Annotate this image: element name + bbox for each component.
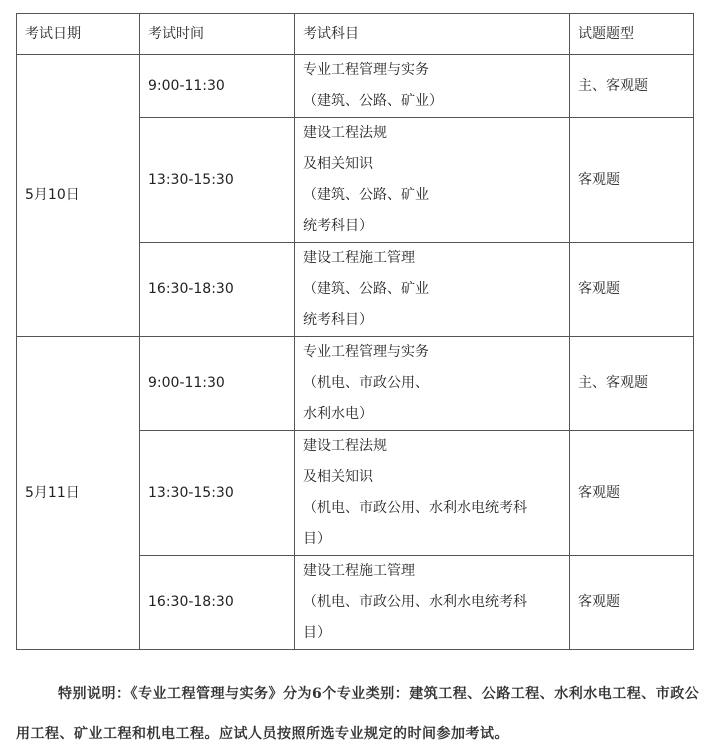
subject-line: 专业工程管理与实务 xyxy=(303,62,429,78)
subject-line: 建设工程施工管理 xyxy=(303,563,415,579)
question-type-cell: 客观题 xyxy=(570,431,694,556)
subject-line: 建设工程施工管理 xyxy=(303,250,415,266)
header-exam-subject: 考试科目 xyxy=(295,14,570,55)
exam-schedule-table xyxy=(16,13,694,650)
exam-date-cell: 5月11日 xyxy=(17,337,140,650)
subject-line: 专业工程管理与实务 xyxy=(303,344,429,360)
subject-line: 建设工程法规 xyxy=(303,438,387,454)
exam-subject-cell xyxy=(295,556,570,650)
table-header-row xyxy=(17,14,694,55)
question-type-cell: 主、客观题 xyxy=(570,55,694,118)
subject-line: 统考科目） xyxy=(303,312,373,328)
subject-line: 水利水电） xyxy=(303,406,373,422)
subject-line: 目） xyxy=(303,531,331,547)
table-row xyxy=(17,337,694,431)
subject-line: 建设工程法规 xyxy=(303,125,387,141)
subject-line: 及相关知识 xyxy=(303,156,373,172)
exam-time-cell: 13:30-15:30 xyxy=(140,431,295,556)
subject-line: （建筑、公路、矿业） xyxy=(303,93,443,109)
header-question-type: 试题题型 xyxy=(570,14,694,55)
subject-line: 统考科目） xyxy=(303,218,373,234)
subject-line: （建筑、公路、矿业 xyxy=(303,281,429,297)
question-type-cell: 主、客观题 xyxy=(570,337,694,431)
subject-line: （机电、市政公用、水利水电统考科 xyxy=(303,500,527,516)
exam-subject-cell xyxy=(295,118,570,243)
exam-subject-cell xyxy=(295,431,570,556)
subject-line: （机电、市政公用、水利水电统考科 xyxy=(303,594,527,610)
subject-line: 目） xyxy=(303,625,331,641)
exam-time-cell: 9:00-11:30 xyxy=(140,55,295,118)
special-note: 特别说明：《专业工程管理与实务》分为6个专业类别：建筑工程、公路工程、水利水电工程、市政公用工程、矿业工程和机电工程。应试人员按照所选专业规定的时间参加考试。 xyxy=(16,686,700,742)
exam-date-cell: 5月10日 xyxy=(17,55,140,337)
header-exam-date: 考试日期 xyxy=(17,14,140,55)
table-row xyxy=(17,55,694,118)
question-type-cell: 客观题 xyxy=(570,556,694,650)
exam-subject-cell xyxy=(295,55,570,118)
subject-line: （建筑、公路、矿业 xyxy=(303,187,429,203)
subject-line: （机电、市政公用、 xyxy=(303,375,429,391)
question-type-cell: 客观题 xyxy=(570,118,694,243)
exam-subject-cell xyxy=(295,337,570,431)
exam-time-cell: 16:30-18:30 xyxy=(140,556,295,650)
exam-time-cell: 13:30-15:30 xyxy=(140,118,295,243)
question-type-cell: 客观题 xyxy=(570,243,694,337)
exam-time-cell: 16:30-18:30 xyxy=(140,243,295,337)
exam-subject-cell xyxy=(295,243,570,337)
header-exam-time: 考试时间 xyxy=(140,14,295,55)
exam-time-cell: 9:00-11:30 xyxy=(140,337,295,431)
subject-line: 及相关知识 xyxy=(303,469,373,485)
